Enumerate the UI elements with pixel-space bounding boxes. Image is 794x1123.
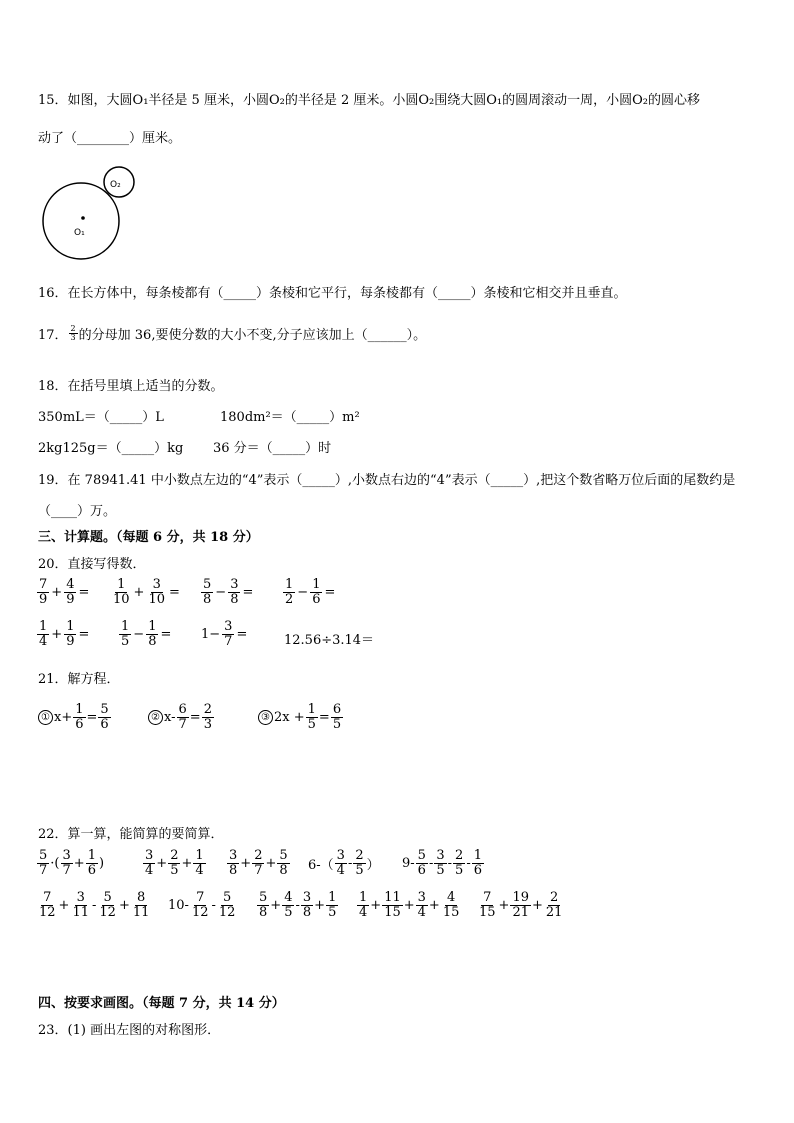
q20-expr-3: $\frac{5}{8}$ − $\frac{3}{8}$ =	[203, 577, 254, 607]
q20-expr-8: 12.56÷3.14＝	[284, 633, 375, 648]
q22-expr-3: $\frac{3}{8}$ + $\frac{2}{7}$ + $\frac{5}{8}$	[229, 848, 288, 878]
section3-heading: 三、计算题。（每题 6 分，共 18 分）	[38, 530, 259, 545]
q22-expr-2: $\frac{3}{4}$ + $\frac{2}{5}$ + $\frac{1}{4}$	[145, 848, 204, 878]
q21-eq-3: ③ 2x + $\frac{1}{5}$ = $\frac{6}{5}$	[258, 703, 344, 732]
circle-figure	[40, 163, 140, 288]
big-circle	[43, 183, 119, 259]
q22-expr-10: $\frac{7}{15}$ + $\frac{19}{21}$ + $\frac{2}{21}$	[479, 890, 563, 920]
q22-expr-1: $\frac{5}{7}$ ·( $\frac{3}{7}$ + $\frac{1}{6}$ )	[39, 848, 105, 878]
q20-expr-7: 1− $\frac{3}{7}$ =	[201, 619, 248, 649]
q20-title: 20．直接写得数．	[38, 557, 146, 572]
q18-b: 180dm²＝（_____）m²	[220, 410, 360, 425]
q15-line2: 动了（________）厘米。	[38, 131, 182, 146]
section4-heading: 四、按要求画图。（每题 7 分，共 14 分）	[38, 996, 285, 1011]
q20-expr-5: $\frac{1}{4}$ + $\frac{1}{9}$ =	[39, 619, 90, 649]
q18-c: 2kg125g＝（_____）kg	[38, 441, 184, 456]
q19-line1: 19．在 78941.41 中小数点左边的“4”表示（_____）,小数点右边的“4”表示（_____）,把这个数省略万位后面的尾数约是	[38, 473, 736, 488]
q17	[38, 324, 426, 343]
q16: 16．在长方体中，每条棱都有（_____）条棱和它平行，每条棱都有（_____）条棱和它相交并且垂直。	[38, 286, 627, 301]
q23: 23．(1) 画出左图的对称图形．	[38, 1023, 221, 1038]
big-circle-label: O₁	[74, 228, 85, 238]
q22-expr-9: $\frac{1}{4}$ + $\frac{11}{15}$ + $\frac{3}{4}$ + $\frac{4}{15}$	[359, 890, 460, 920]
q22-expr-4: 6-（ $\frac{3}{4}$ - $\frac{2}{5}$ ）	[308, 848, 380, 878]
q18-d: 36 分＝（_____）时	[213, 441, 332, 456]
q20-expr-6: $\frac{1}{5}$ − $\frac{1}{8}$ =	[121, 619, 172, 649]
small-circle-label: O₂	[110, 180, 121, 190]
q19-line2: （____）万。	[38, 504, 117, 519]
q21-title: 21．解方程．	[38, 672, 120, 687]
q20-expr-1: $\frac{7}{9}$ + $\frac{4}{9}$ =	[39, 577, 90, 607]
q20-expr-2: $\frac{1}{10}$ + $\frac{3}{10}$ =	[113, 577, 180, 607]
q21-eq-1: ① x+ $\frac{1}{6}$ = $\frac{5}{6}$	[38, 703, 112, 732]
big-circle-center	[81, 216, 85, 220]
q18-a: 350mL＝（_____）L	[38, 410, 164, 425]
q17-fraction: $\frac{2}{3}$	[70, 324, 76, 342]
q22-expr-6: $\frac{7}{12}$ + $\frac{3}{11}$ - $\frac{5}{12}$ + $\frac{8}{11}$	[39, 890, 150, 920]
q18-title: 18．在括号里填上适当的分数。	[38, 379, 224, 394]
q22-expr-7: 10- $\frac{7}{12}$ - $\frac{5}{12}$	[168, 890, 236, 920]
q21-eq-2: ② x- $\frac{6}{7}$ = $\frac{2}{3}$	[148, 703, 215, 732]
q22-expr-8: $\frac{5}{8}$ + $\frac{4}{5}$ - $\frac{3}{8}$ + $\frac{1}{5}$	[259, 890, 337, 920]
q20-expr-4: $\frac{1}{2}$ − $\frac{1}{6}$ =	[285, 577, 336, 607]
q17-text: 的分母加 36,要使分数的大小不变,分子应该加上（______）。	[78, 328, 427, 343]
q15-line1: 15．如图，大圆O₁半径是 5 厘米，小圆O₂的半径是 2 厘米。小圆O₂围绕大圆O₁的圆周滚动一周，小圆O₂的圆心移	[38, 93, 700, 108]
q22-expr-5: 9- $\frac{5}{6}$ - $\frac{3}{5}$ - $\frac{2}{5}$ - $\frac{1}{6}$	[402, 848, 483, 878]
q22-title: 22．算一算，能简算的要简算．	[38, 827, 224, 842]
q17-num: 17．	[38, 328, 68, 343]
